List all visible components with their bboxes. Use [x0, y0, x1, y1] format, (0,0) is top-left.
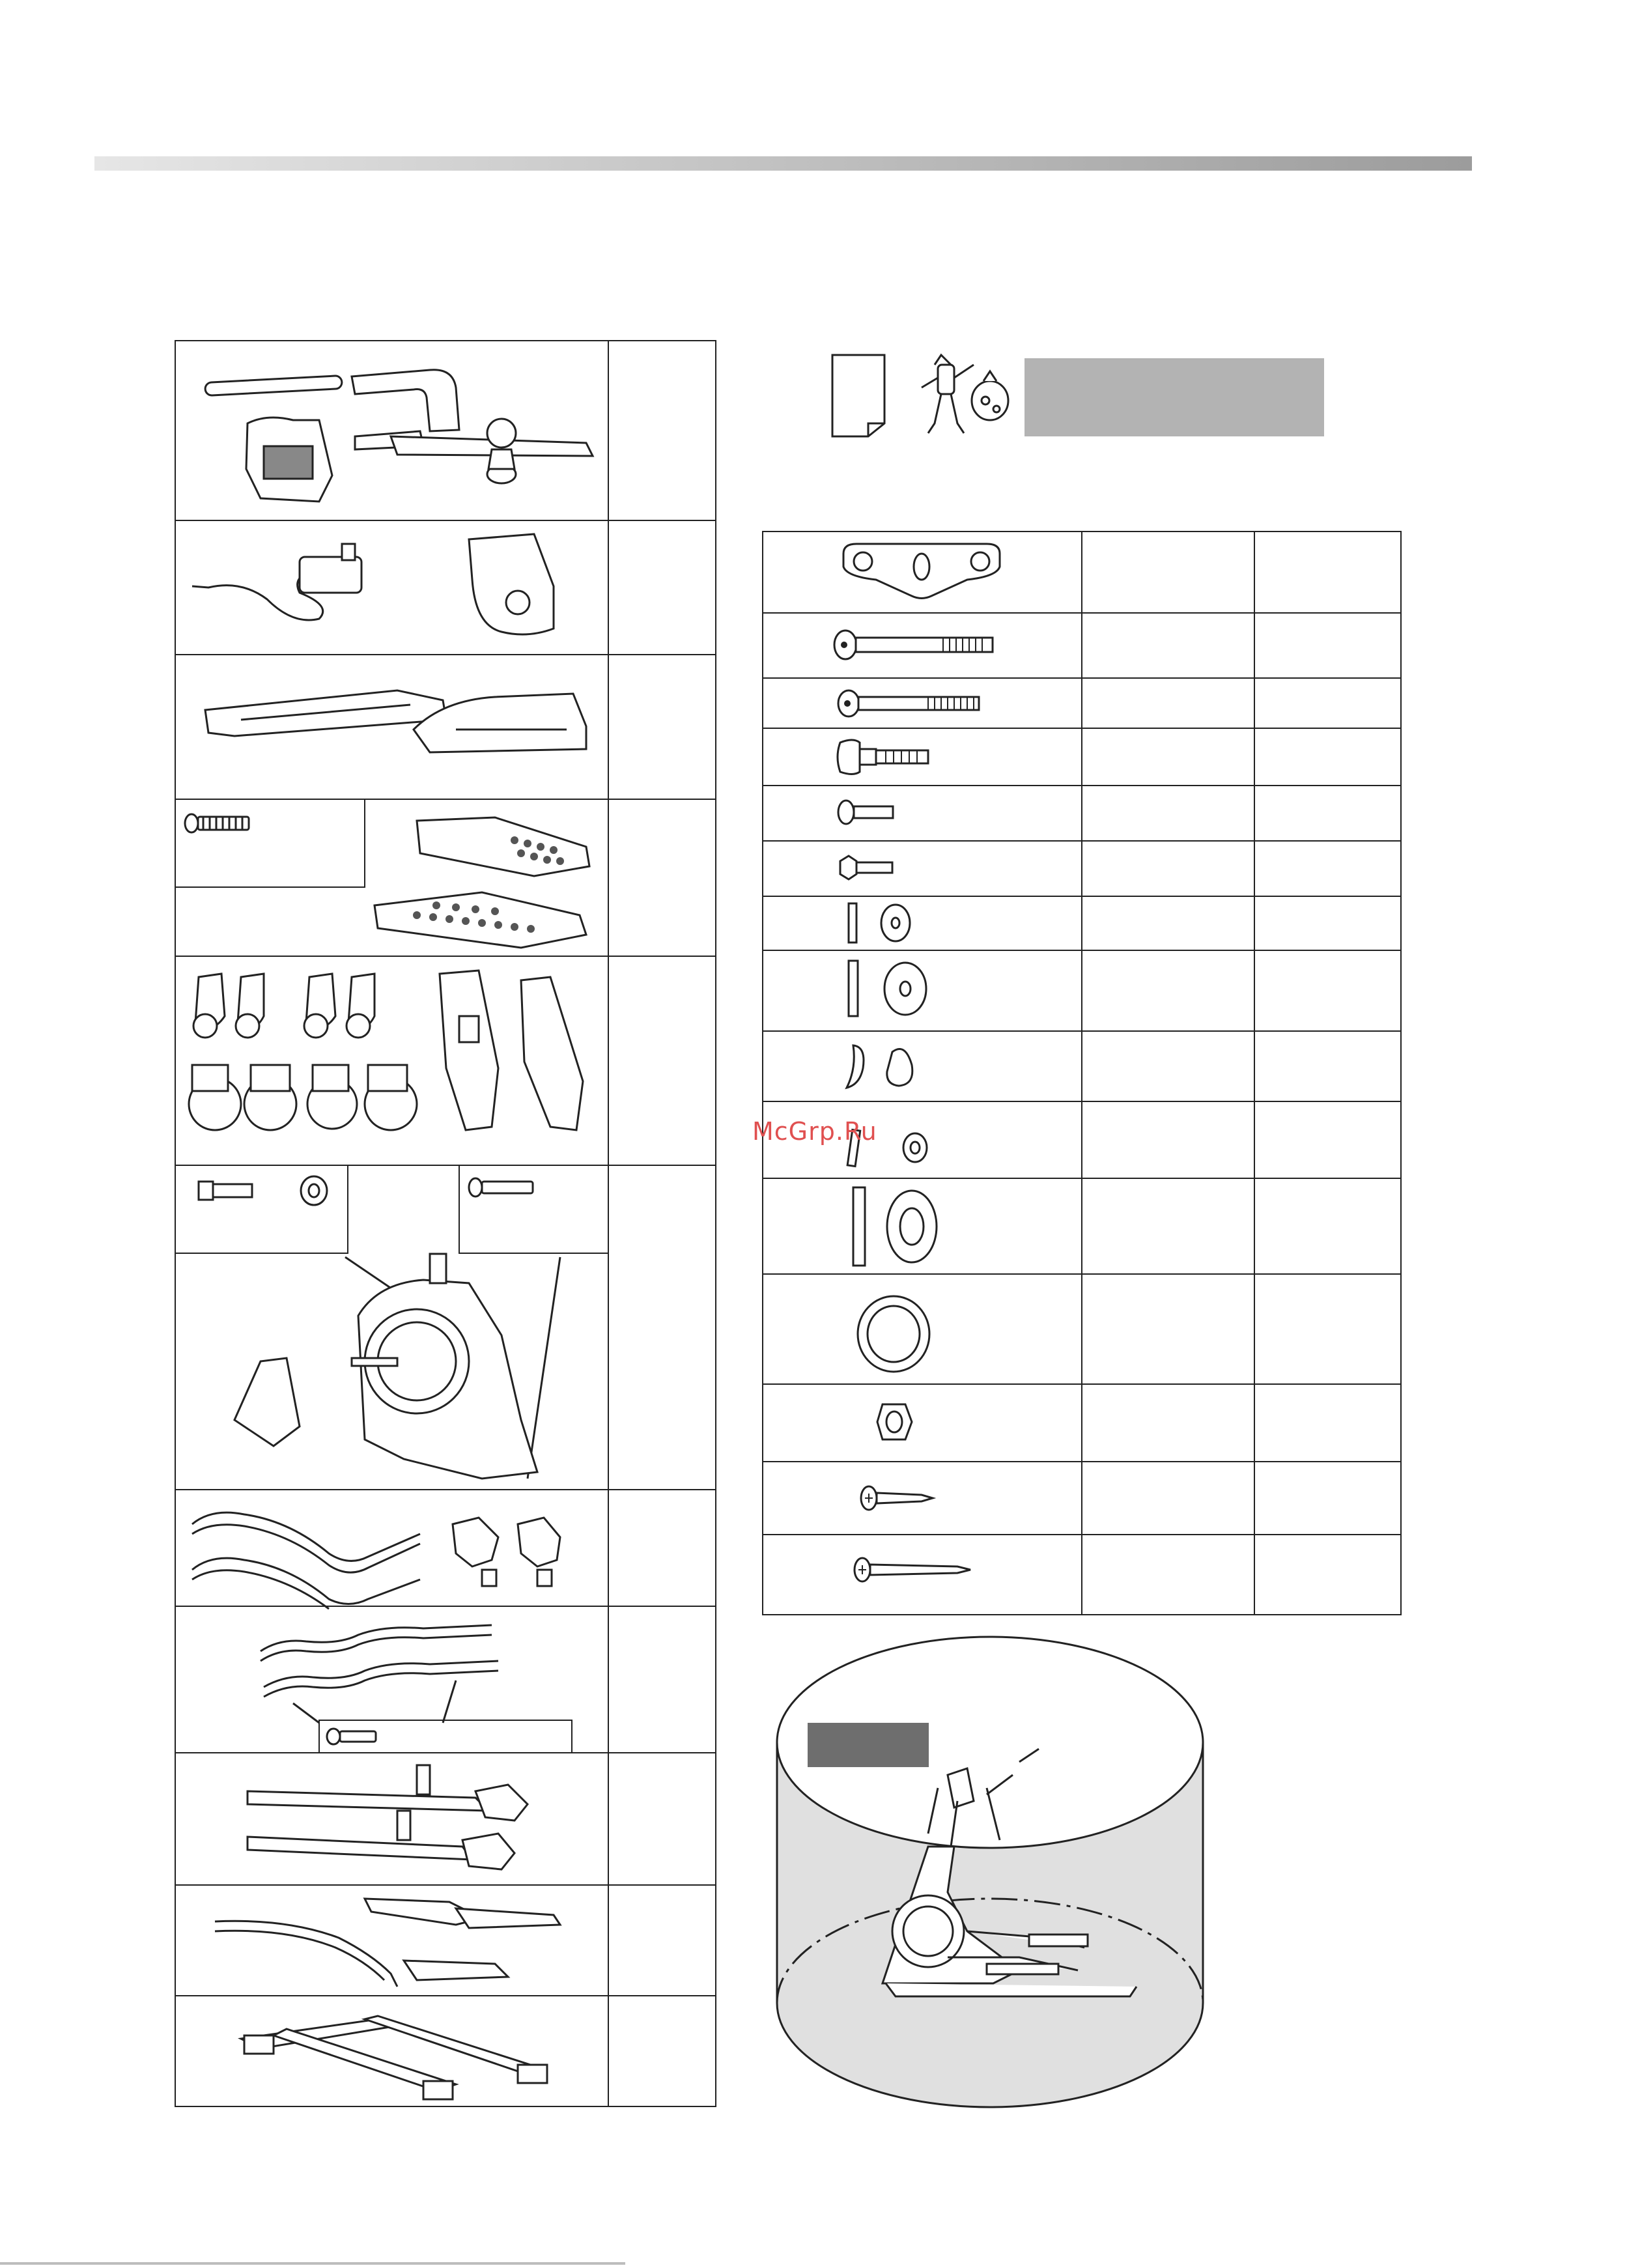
header-bar: [94, 156, 1472, 171]
footer-rule: [0, 2262, 625, 2265]
hardware-column-divider-1: [1081, 531, 1082, 1615]
clearance-cylinder-diagram: [772, 1632, 1208, 2114]
row-separator: [175, 1606, 716, 1607]
hw-row-separator: [762, 1534, 1402, 1535]
long-screw-drawing: [853, 1553, 977, 1586]
document-icon: [829, 352, 888, 440]
hw-row-separator: [762, 1273, 1402, 1275]
rear-stabilizer-drawing: [195, 664, 599, 795]
bracket-plate-drawing: [837, 541, 1006, 602]
hardware-column-divider-2: [1254, 531, 1255, 1615]
main-frame-drawing: [208, 1231, 612, 1485]
long-bolt-drawing: [832, 629, 1002, 661]
power-adapter-and-cover-drawing: [189, 528, 593, 651]
row-separator: [175, 1489, 716, 1490]
bolt-and-washer-icon: [195, 1172, 339, 1212]
lower-arms-drawing: [254, 1615, 515, 1726]
row-separator: [175, 1884, 716, 1886]
mascot-icon: [915, 352, 1013, 440]
long-bolt-2-drawing: [837, 687, 987, 720]
thick-washer-drawing: [847, 1184, 944, 1269]
row-separator: [175, 956, 716, 957]
screw-icon: [184, 808, 262, 840]
curved-washer-drawing: [840, 1039, 925, 1094]
large-washer-drawing: [843, 957, 935, 1023]
pedal-link-arms-drawing: [208, 1889, 573, 1993]
row-separator: [175, 1995, 716, 1996]
hex-bolt-drawing: [837, 853, 902, 883]
short-screw-drawing: [860, 1482, 938, 1514]
carriage-bolt-drawing: [834, 736, 938, 778]
upper-handlebars-drawing: [186, 1495, 589, 1606]
small-washer-drawing: [843, 900, 922, 946]
screw-icon-3: [326, 1726, 384, 1748]
watermark: McGrp.Ru: [752, 1117, 877, 1146]
hw-row-separator: [762, 1461, 1402, 1462]
screw-icon-2: [468, 1176, 539, 1202]
hw-row-separator: [762, 950, 1402, 951]
hw-row-separator: [762, 785, 1402, 786]
hw-row-separator: [762, 1101, 1402, 1102]
hardware-bag-label: [1024, 358, 1324, 436]
pedals-drawing: [365, 808, 599, 951]
pedal-arm-assemblies-drawing: [241, 1759, 541, 1882]
hw-row-separator: [762, 1383, 1402, 1385]
hw-row-separator: [762, 840, 1402, 842]
hw-row-separator: [762, 1030, 1402, 1032]
short-bolt-drawing: [837, 798, 902, 827]
clearance-label: [808, 1723, 929, 1767]
hw-row-separator: [762, 1178, 1402, 1179]
hw-row-separator: [762, 677, 1402, 679]
console-mast-handlebar-drawing: [195, 358, 612, 515]
hw-row-separator: [762, 612, 1402, 614]
hex-nut-drawing: [876, 1399, 915, 1445]
row-separator: [175, 654, 716, 655]
hw-row-separator: [762, 728, 1402, 729]
front-base-drawing: [234, 2000, 560, 2104]
row-separator: [175, 520, 716, 521]
hw-row-separator: [762, 896, 1402, 897]
ring-spacer-drawing: [855, 1293, 939, 1378]
arm-joint-covers-drawing: [186, 964, 602, 1159]
